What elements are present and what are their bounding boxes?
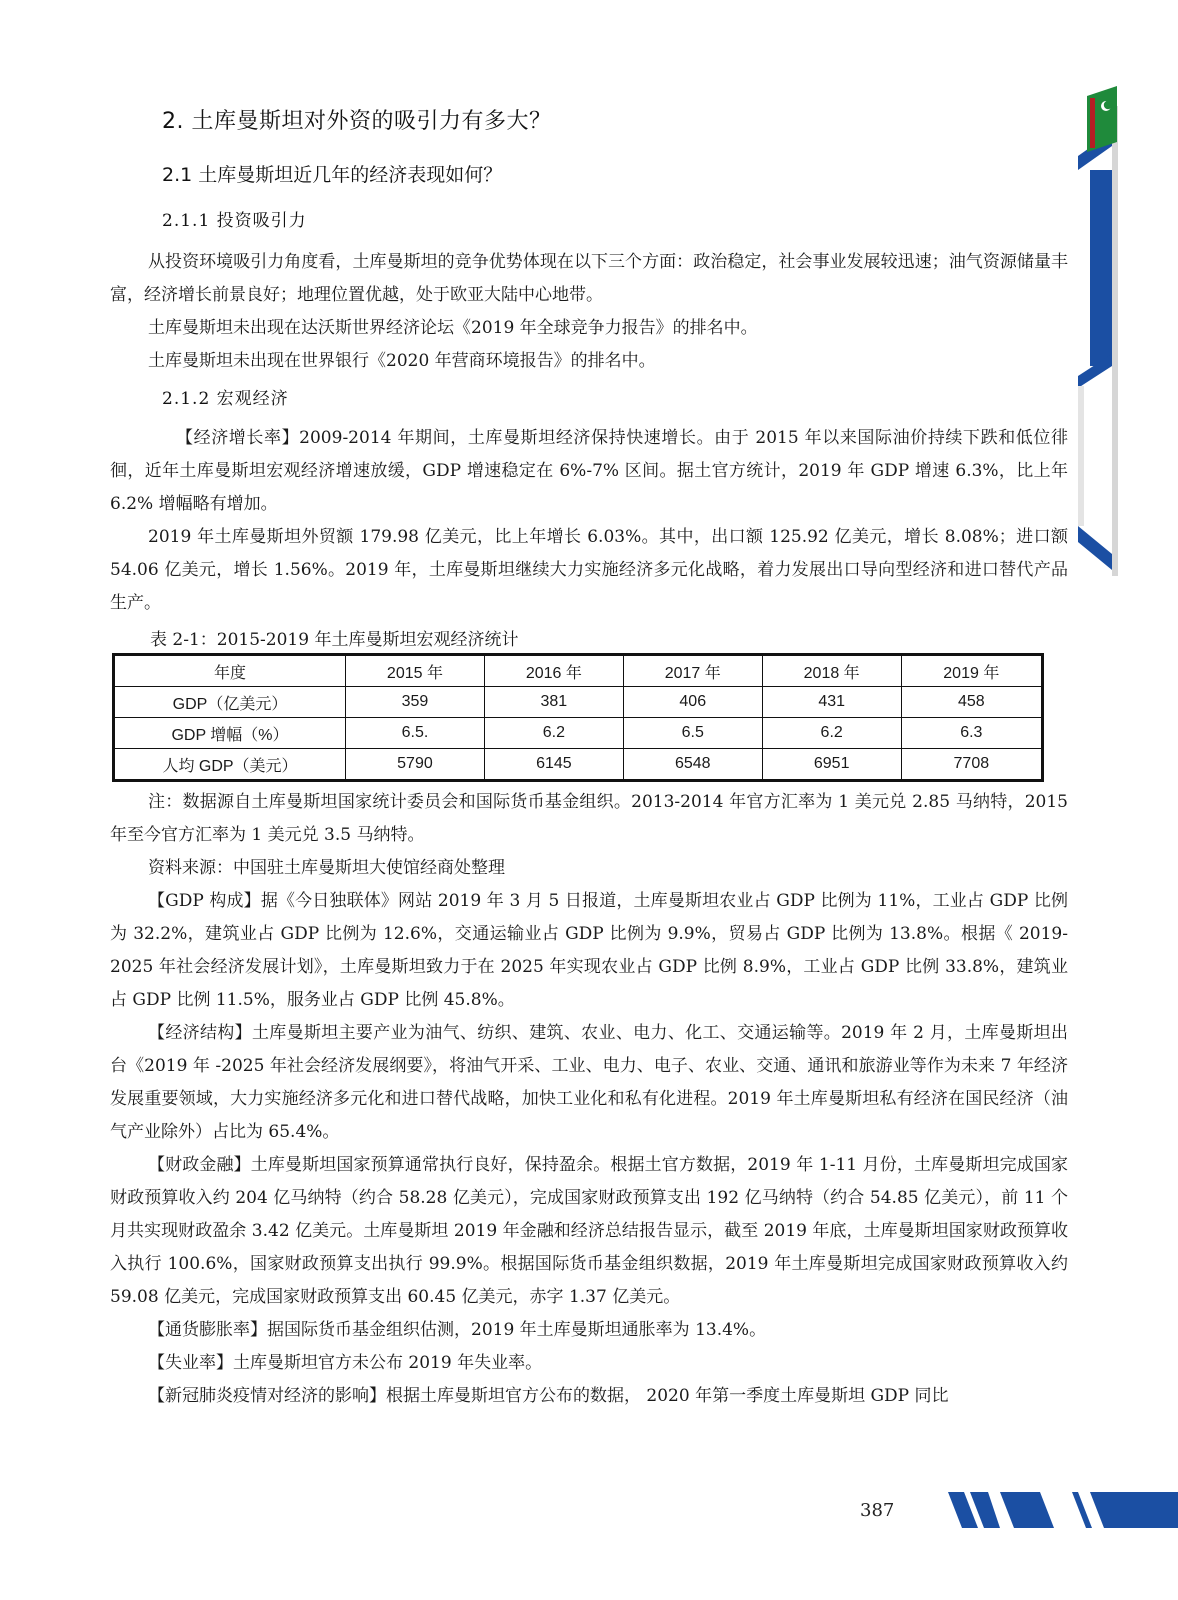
- header-cell: 2015 年: [346, 655, 485, 687]
- table-cell: 6548: [623, 749, 762, 781]
- table-cell: GDP 增幅（%）: [114, 718, 346, 749]
- source-note: 资料来源：中国驻土库曼斯坦大使馆经商处整理: [148, 858, 505, 878]
- paragraph: 【失业率】土库曼斯坦官方未公布 2019 年失业率。: [148, 1353, 543, 1373]
- header-cell: 2019 年: [901, 655, 1042, 687]
- heading-macro-economy: 2.1.2 宏观经济: [162, 389, 289, 409]
- paragraph: 【GDP 构成】据《今日独联体》网站 2019 年 3 月 5 日报道，土库曼斯坦农业占 GDP 比例为 11%，工业占 GDP 比例为 32.2%，建筑业占 GDP 比例为 12.6%，交通运输业占 GDP 比例为 9.9%，贸易占 GDP 比例为 13.8%。根据《 2019-2025 年社会经济发展计划》，土库曼斯坦致力于在 2025 年实现农业占 GDP 比例 8.9%，工业占 GDP 比例 33.8%，建筑业占 GDP 比例 11.5%，服务业占 GDP 比例 45.8%。: [110, 891, 1068, 1010]
- page-number: 387: [860, 1500, 895, 1521]
- paragraph: 土库曼斯坦未出现在达沃斯世界经济论坛《2019 年全球竞争力报告》的排名中。: [148, 318, 758, 338]
- table-row: [114, 687, 1043, 718]
- section-heading: 2. 土库曼斯坦对外资的吸引力有多大？: [162, 109, 552, 134]
- table-cell: 6.5: [623, 718, 762, 749]
- table-cell: 6951: [762, 749, 901, 781]
- table-cell: 7708: [901, 749, 1042, 781]
- paragraph: 【经济增长率】2009-2014 年期间，土库曼斯坦经济保持快速增长。由于 2015 年以来国际油价持续下跌和低位徘徊，近年土库曼斯坦宏观经济增速放缓，GDP 增速稳定在 6%-7% 区间。据土官方统计，2019 年 GDP 增速 6.3%，比上年 6.2% 增幅略有增加。: [110, 428, 1068, 514]
- table-cell: 人均 GDP（美元）: [114, 749, 346, 781]
- table-cell: 359: [346, 687, 485, 718]
- macro-text: [110, 422, 1068, 620]
- post-table-text: [110, 786, 1068, 1413]
- table-cell: 6.2: [762, 718, 901, 749]
- table-header-row: [114, 655, 1043, 687]
- paragraph: 【财政金融】土库曼斯坦国家预算通常执行良好，保持盈余。根据土官方数据，2019 年 1-11 月份，土库曼斯坦完成国家财政预算收入约 204 亿马纳特（约合 58.28 亿美元），完成国家财政预算支出 192 亿马纳特（约合 54.85 亿美元），前 11 个月共实现财政盈余 3.42 亿美元。土库曼斯坦 2019 年金融和经济总结报告显示，截至 2019 年底，土库曼斯坦国家财政预算收入执行 100.6%，国家财政预算支出执行 99.9%。根据国际货币基金组织数据，2019 年土库曼斯坦完成国家财政预算收入约 59.08 亿美元，完成国家财政预算支出 60.45 亿美元，赤字 1.37 亿美元。: [110, 1155, 1068, 1307]
- table-cell: 458: [901, 687, 1042, 718]
- paragraph: 【经济结构】土库曼斯坦主要产业为油气、纺织、建筑、农业、电力、化工、交通运输等。2019 年 2 月，土库曼斯坦出台《2019 年 -2025 年社会经济发展纲要》，将油气开采、工业、电力、电子、农业、交通、通讯和旅游业等作为未来 7 年经济发展重要领域，大力实施经济多元化和进口替代战略，加快工业化和私有化进程。2019 年土库曼斯坦私有经济在国民经济（油气产业除外）占比为 65.4%。: [110, 1023, 1068, 1142]
- table-cell: 6145: [484, 749, 623, 781]
- table-cell: GDP（亿美元）: [114, 687, 346, 718]
- heading-investment-attraction: 2.1.1 投资吸引力: [162, 211, 307, 231]
- table-caption: 表 2-1：2015-2019 年土库曼斯坦宏观经济统计: [150, 630, 519, 650]
- table-row: [114, 749, 1043, 781]
- table-cell: 6.3: [901, 718, 1042, 749]
- macro-stats-table: [112, 653, 1044, 782]
- flag-icon: [1087, 86, 1117, 156]
- header-cell: 2016 年: [484, 655, 623, 687]
- header-cell: 2018 年: [762, 655, 901, 687]
- table-cell: 6.2: [484, 718, 623, 749]
- side-decoration: [1078, 86, 1178, 606]
- header-cell: 年度: [114, 655, 346, 687]
- paragraph: 土库曼斯坦未出现在世界银行《2020 年营商环境报告》的排名中。: [148, 351, 656, 371]
- subsection-heading: 2.1 土库曼斯坦近几年的经济表现如何？: [162, 164, 503, 186]
- paragraph: 从投资环境吸引力角度看，土库曼斯坦的竞争优势体现在以下三个方面：政治稳定，社会事业发展较迅速；油气资源储量丰富，经济增长前景良好；地理位置优越，处于欧亚大陆中心地带。: [110, 252, 1068, 305]
- table-cell: 6.5.: [346, 718, 485, 749]
- header-cell: 2017 年: [623, 655, 762, 687]
- table-cell: 406: [623, 687, 762, 718]
- table-cell: 381: [484, 687, 623, 718]
- paragraph: 【新冠肺炎疫情对经济的影响】根据土库曼斯坦官方公布的数据， 2020 年第一季度土库曼斯坦 GDP 同比: [148, 1386, 949, 1406]
- corner-stripes: [940, 1488, 1178, 1532]
- paragraph: 2019 年土库曼斯坦外贸额 179.98 亿美元，比上年增长 6.03%。其中，出口额 125.92 亿美元，增长 8.08%；进口额 54.06 亿美元，增长 1.56%。2019 年，土库曼斯坦继续大力实施经济多元化战略，着力发展出口导向型经济和进口替代产品生产。: [110, 527, 1068, 613]
- paragraph: 【通货膨胀率】据国际货币基金组织估测，2019 年土库曼斯坦通胀率为 13.4%。: [148, 1320, 767, 1340]
- investment-text: [110, 246, 1068, 378]
- table-note: 注：数据源自土库曼斯坦国家统计委员会和国际货币基金组织。2013-2014 年官方汇率为 1 美元兑 2.85 马纳特，2015 年至今官方汇率为 1 美元兑 3.5 马纳特。: [110, 792, 1068, 845]
- table-cell: 5790: [346, 749, 485, 781]
- table-cell: 431: [762, 687, 901, 718]
- table-row: [114, 718, 1043, 749]
